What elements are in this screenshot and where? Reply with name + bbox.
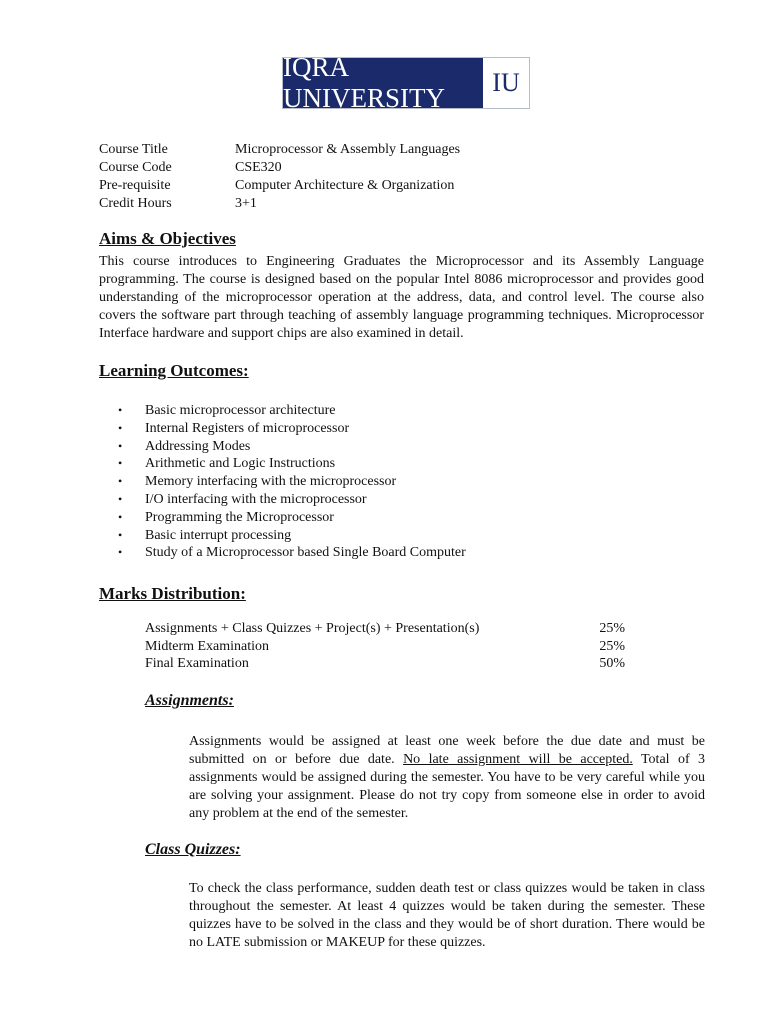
list-item	[118, 438, 466, 456]
course-info-row	[99, 177, 460, 195]
marks-item: Final Examination	[145, 656, 249, 671]
bullet-icon: •	[118, 545, 123, 560]
list-item	[118, 420, 466, 438]
marks-distribution-heading: Marks Distribution:	[99, 584, 246, 603]
course-info-row	[99, 141, 460, 159]
aims-paragraph: This course introduces to Engineering Graduates the Microprocessor and its Assembly Language programming. The course is designed based on the popular Intel 8086 microprocessor and provides good understanding of the microprocessor operation at the address, data, and control level. The course also covers the software part through teaching of assembly language programming techniques. Microprocessor Interface hardware and support chips are also examined in detail.	[99, 254, 704, 341]
outcome-text: Basic microprocessor architecture	[145, 403, 336, 418]
course-info-label: Course Code	[99, 160, 172, 175]
learning-outcomes-heading: Learning Outcomes:	[99, 361, 249, 380]
bullet-icon: •	[118, 403, 123, 417]
course-info-row	[99, 195, 460, 213]
list-item	[118, 544, 466, 562]
outcome-text: Addressing Modes	[145, 438, 251, 454]
marks-item: Midterm Examination	[145, 638, 270, 654]
outcome-text: Internal Registers of microprocessor	[145, 420, 350, 436]
assignments-paragraph	[189, 733, 705, 823]
bullet-icon: •	[118, 474, 123, 489]
bullet-icon: •	[118, 420, 123, 435]
marks-percent: 50%	[599, 656, 625, 671]
aims-heading: Aims & Objectives	[99, 229, 236, 248]
course-info-value: 3+1	[235, 196, 257, 211]
outcome-text: Basic interrupt processing	[145, 527, 292, 543]
marks-item: Assignments + Class Quizzes + Project(s) + Presentation(s)	[145, 621, 480, 636]
course-info-value: Computer Architecture & Organization	[235, 178, 455, 193]
assignments-heading: Assignments:	[145, 692, 234, 709]
list-item	[118, 491, 466, 509]
late-policy-text: No late assignment will be accepted.	[403, 752, 633, 767]
course-info-label: Pre-requisite	[99, 178, 171, 193]
course-info-label: Credit Hours	[99, 196, 172, 211]
course-info-value: Microprocessor & Assembly Languages	[235, 142, 461, 157]
bullet-icon: •	[118, 438, 123, 453]
marks-percent: 25%	[599, 621, 625, 636]
list-item	[118, 527, 466, 545]
course-info-table	[99, 141, 460, 213]
marks-distribution-table	[145, 620, 625, 673]
list-item	[118, 473, 466, 491]
bullet-icon: •	[118, 456, 123, 471]
marks-percent: 25%	[599, 638, 625, 654]
assignments-text-after: Total of 3 assignments would be assigned during the semester. You have to be very careful while you are solving your assignment. Please do not try copy from someone else in order to avoid any problem at the end of the semester.	[189, 752, 705, 821]
course-info-row	[99, 159, 460, 177]
assignments-text-before: Assignments would be assigned at least one week before the due date and must be submitted on or before due date.	[189, 734, 705, 767]
table-row	[145, 638, 625, 656]
table-row	[145, 655, 625, 673]
logo-name: IQRA UNIVERSITY	[283, 58, 483, 108]
list-item	[118, 509, 466, 527]
course-info-value: CSE320	[235, 160, 282, 175]
outcome-text: Study of a Microprocessor based Single Board Computer	[145, 545, 466, 561]
outcome-text: Memory interfacing with the microprocessor	[145, 474, 397, 490]
course-info-label: Course Title	[99, 142, 168, 157]
class-quizzes-heading: Class Quizzes:	[145, 841, 241, 858]
class-quizzes-paragraph: To check the class performance, sudden death test or class quizzes would be taken in class throughout the semester. At least 4 quizzes would be taken during the semester. These quizzes have to be solved in the class and they would be of short duration. There would be no LATE submission or MAKEUP for these quizzes.	[189, 881, 705, 950]
list-item	[118, 402, 466, 420]
bullet-icon: •	[118, 509, 123, 524]
learning-outcomes-list	[118, 402, 466, 562]
outcome-text: Arithmetic and Logic Instructions	[145, 456, 336, 472]
bullet-icon: •	[118, 491, 123, 506]
outcome-text: Programming the Microprocessor	[145, 509, 334, 525]
outcome-text: I/O interfacing with the microprocessor	[145, 491, 367, 507]
bullet-icon: •	[118, 527, 123, 542]
university-logo	[282, 52, 530, 113]
logo-abbreviation: IU	[492, 68, 520, 97]
table-row	[145, 620, 625, 638]
list-item	[118, 455, 466, 473]
